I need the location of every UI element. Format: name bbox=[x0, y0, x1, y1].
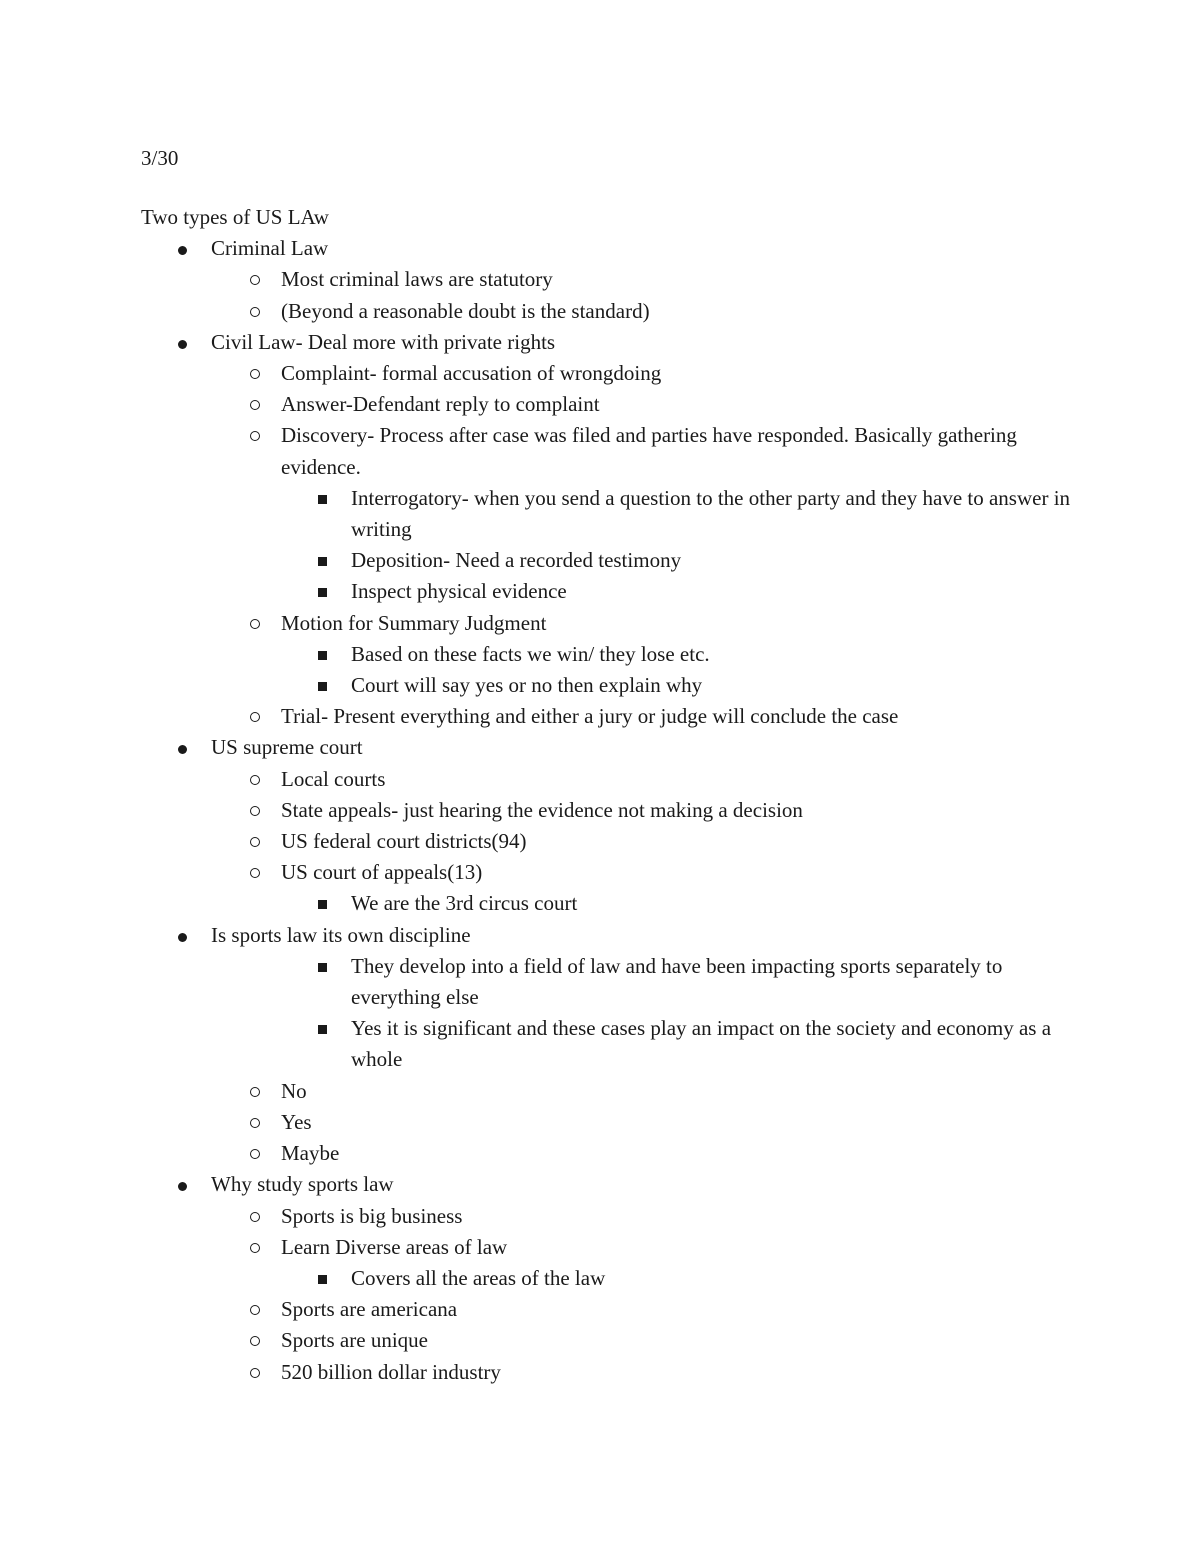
sub-item bbox=[211, 264, 1071, 295]
outline-item bbox=[141, 327, 1071, 733]
hollow-circle-bullet-icon bbox=[250, 1243, 260, 1253]
sub-sub-item bbox=[281, 576, 1071, 607]
outline-item-label: Criminal Law bbox=[211, 236, 329, 261]
sub-sub-item-label: Interrogatory- when you send a question to the other party and they have to answer in writing bbox=[351, 485, 1071, 542]
sub-sub-item-label: Court will say yes or no then explain why bbox=[351, 673, 703, 698]
sub-sub-item bbox=[281, 951, 1071, 1013]
sub-item bbox=[211, 857, 1071, 919]
hollow-circle-bullet-icon bbox=[250, 775, 260, 785]
sub-item bbox=[211, 1357, 1071, 1388]
sub-item-label: Trial- Present everything and either a jury or judge will conclude the case bbox=[281, 704, 899, 729]
sub-item bbox=[211, 296, 1071, 327]
sub-sub-list bbox=[351, 639, 1071, 701]
square-bullet-icon bbox=[318, 588, 327, 597]
hollow-circle-bullet-icon bbox=[250, 431, 260, 441]
sub-item-label: Learn Diverse areas of law bbox=[281, 1234, 508, 1259]
note-date: 3/30 bbox=[141, 146, 179, 170]
sub-sub-list bbox=[351, 483, 1071, 608]
sub-list bbox=[281, 1201, 1071, 1388]
outline-item-label: US supreme court bbox=[211, 735, 363, 760]
sub-item-label: US federal court districts(94) bbox=[281, 829, 527, 854]
sub-item bbox=[211, 1107, 1071, 1138]
sub-item bbox=[211, 1232, 1071, 1294]
sub-item-label: Sports are americana bbox=[281, 1297, 458, 1322]
hollow-circle-bullet-icon bbox=[250, 275, 260, 285]
sub-item bbox=[211, 389, 1071, 420]
sub-sub-item-label: They develop into a field of law and have been impacting sports separately to everything else bbox=[351, 953, 1003, 1010]
sub-item bbox=[211, 1138, 1071, 1169]
hollow-circle-bullet-icon bbox=[250, 1212, 260, 1222]
sub-item-label: 520 billion dollar industry bbox=[281, 1359, 501, 1384]
sub-item-label: (Beyond a reasonable doubt is the standard) bbox=[281, 298, 650, 323]
sub-list bbox=[281, 1076, 1071, 1170]
sub-sub-item-label: We are the 3rd circus court bbox=[351, 891, 578, 916]
square-bullet-icon bbox=[318, 495, 327, 504]
sub-item-label: US court of appeals(13) bbox=[281, 860, 483, 885]
hollow-circle-bullet-icon bbox=[250, 307, 260, 317]
sub-sub-item bbox=[281, 670, 1071, 701]
filled-circle-bullet-icon bbox=[178, 745, 187, 754]
sub-sub-item bbox=[281, 1263, 1071, 1294]
sub-sub-item-label: Deposition- Need a recorded testimony bbox=[351, 548, 682, 573]
hollow-circle-bullet-icon bbox=[250, 369, 260, 379]
sub-item-label: Most criminal laws are statutory bbox=[281, 267, 553, 292]
sub-sub-item bbox=[281, 888, 1071, 919]
sub-item bbox=[211, 420, 1071, 607]
sub-list bbox=[281, 264, 1071, 326]
outline-list bbox=[141, 233, 1071, 1388]
sub-item-label: Discovery- Process after case was filed and parties have responded. Basically gathering evidence. bbox=[281, 423, 1017, 479]
sub-sub-item bbox=[281, 639, 1071, 670]
sub-item bbox=[211, 1325, 1071, 1356]
hollow-circle-bullet-icon bbox=[250, 1149, 260, 1159]
notes-title: Two types of US LAw bbox=[141, 205, 329, 229]
sub-item-label: Complaint- formal accusation of wrongdoing bbox=[281, 361, 662, 386]
filled-circle-bullet-icon bbox=[178, 246, 187, 255]
sub-item bbox=[211, 1076, 1071, 1107]
hollow-circle-bullet-icon bbox=[250, 619, 260, 629]
square-bullet-icon bbox=[318, 651, 327, 660]
sub-item bbox=[211, 826, 1071, 857]
sub-item bbox=[211, 1294, 1071, 1325]
hollow-circle-bullet-icon bbox=[250, 868, 260, 878]
filled-circle-bullet-icon bbox=[178, 340, 187, 349]
sub-item-label: Yes bbox=[281, 1109, 312, 1134]
sub-item bbox=[211, 764, 1071, 795]
filled-circle-bullet-icon bbox=[178, 1182, 187, 1191]
sub-sub-item bbox=[281, 545, 1071, 576]
outline-item-label: Is sports law its own discipline bbox=[211, 922, 471, 947]
outline-item-label: Civil Law- Deal more with private rights bbox=[211, 329, 556, 354]
sub-sub-list bbox=[351, 1263, 1071, 1294]
sub-item-label: Sports is big business bbox=[281, 1203, 463, 1228]
sub-sub-item bbox=[281, 1013, 1071, 1075]
hollow-circle-bullet-icon bbox=[250, 400, 260, 410]
sub-item bbox=[211, 701, 1071, 732]
outline-item bbox=[141, 732, 1071, 919]
sub-item-label: Sports are unique bbox=[281, 1328, 428, 1353]
sub-item bbox=[211, 795, 1071, 826]
outline-item bbox=[141, 920, 1071, 1170]
sub-sub-item-label: Inspect physical evidence bbox=[351, 579, 567, 604]
hollow-circle-bullet-icon bbox=[250, 1087, 260, 1097]
square-bullet-icon bbox=[318, 1275, 327, 1284]
hollow-circle-bullet-icon bbox=[250, 806, 260, 816]
sub-list bbox=[281, 358, 1071, 732]
sub-item-label: No bbox=[281, 1078, 307, 1103]
square-bullet-icon bbox=[318, 900, 327, 909]
notes-body bbox=[141, 202, 1071, 1388]
sub-sub-list bbox=[351, 888, 1071, 919]
square-bullet-icon bbox=[318, 963, 327, 972]
sub-sub-item-label: Covers all the areas of the law bbox=[351, 1265, 606, 1290]
sub-sub-item-label: Based on these facts we win/ they lose etc. bbox=[351, 641, 710, 666]
sub-item-label: Maybe bbox=[281, 1141, 340, 1166]
sub-item-label: Answer-Defendant reply to complaint bbox=[281, 392, 600, 417]
outline-item-label: Why study sports law bbox=[211, 1172, 394, 1197]
hollow-circle-bullet-icon bbox=[250, 1368, 260, 1378]
sub-item bbox=[211, 358, 1071, 389]
square-bullet-icon bbox=[318, 682, 327, 691]
sub-sub-item bbox=[281, 483, 1071, 545]
sub-sub-item-label: Yes it is significant and these cases play an impact on the society and economy as a whole bbox=[351, 1016, 1052, 1072]
sub-item-label: Motion for Summary Judgment bbox=[281, 610, 547, 635]
outline-item bbox=[141, 233, 1071, 327]
sub-item bbox=[211, 1201, 1071, 1232]
square-bullet-icon bbox=[318, 557, 327, 566]
hollow-circle-bullet-icon bbox=[250, 837, 260, 847]
outline-item bbox=[141, 1169, 1071, 1387]
sub-item-label: State appeals- just hearing the evidence not making a decision bbox=[281, 797, 803, 822]
sub-item bbox=[211, 608, 1071, 702]
sub-sub-list bbox=[351, 951, 1071, 1076]
sub-list bbox=[281, 764, 1071, 920]
hollow-circle-bullet-icon bbox=[250, 1118, 260, 1128]
square-bullet-icon bbox=[318, 1025, 327, 1034]
hollow-circle-bullet-icon bbox=[250, 1305, 260, 1315]
sub-item-label: Local courts bbox=[281, 766, 386, 791]
hollow-circle-bullet-icon bbox=[250, 1336, 260, 1346]
filled-circle-bullet-icon bbox=[178, 933, 187, 942]
hollow-circle-bullet-icon bbox=[250, 712, 260, 722]
